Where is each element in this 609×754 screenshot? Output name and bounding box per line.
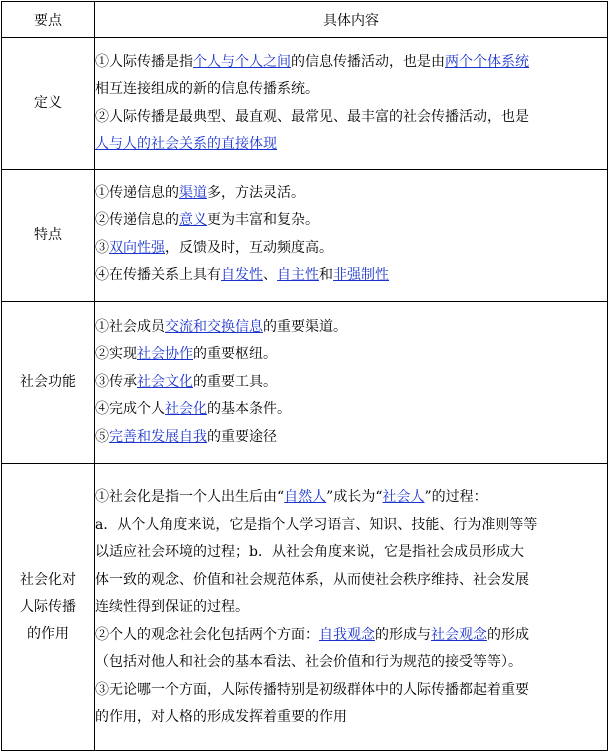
text-segment: ②人际传播是最典型、最直观、最常见、最丰富的社会传播活动，也是 — [95, 108, 529, 125]
underlined-term: 人与人的社会关系的直接体现 — [95, 136, 277, 152]
row-label — [2, 170, 95, 302]
underlined-term: 社会文化 — [137, 373, 193, 390]
content-line — [95, 49, 607, 77]
table-row — [2, 38, 608, 170]
content-line — [95, 341, 607, 369]
underlined-term: 社会协作 — [137, 346, 193, 363]
content-line — [95, 76, 607, 104]
content-line — [95, 677, 607, 705]
text-segment: a．从个人角度来说，它是指个人学习语言、知识、技能、行为准则等等 — [95, 516, 538, 533]
content-table — [1, 1, 608, 751]
content-line — [95, 369, 607, 397]
row-label-multiline — [20, 567, 76, 648]
label-line: 社会化对 — [20, 571, 76, 588]
underlined-term: 双向性强 — [109, 239, 165, 256]
text-segment: 的信息传播活动，也是由 — [291, 53, 445, 70]
text-segment: 更为丰富和复杂。 — [207, 212, 319, 228]
table-row — [2, 170, 608, 302]
text-segment: ④完成个人 — [95, 401, 165, 418]
underlined-term: 渠道 — [179, 184, 207, 201]
content-line — [95, 539, 607, 567]
text-segment: 的基本条件。 — [207, 401, 291, 418]
text-segment: ④在传播关系上具有 — [95, 267, 221, 283]
text-segment: 体一致的观念、价值和社会规范体系，从而使社会秩序维持、社会发展 — [95, 571, 529, 588]
content-line — [95, 207, 607, 235]
text-segment: ②实现 — [95, 346, 137, 363]
content-line — [95, 104, 607, 132]
text-segment: ”的过程： — [424, 489, 488, 506]
underlined-term: 交流和交换信息 — [165, 318, 263, 335]
underlined-term: 两个个体系统 — [445, 53, 529, 70]
row-label — [2, 38, 95, 170]
text-segment: ①人际传播是指 — [95, 53, 193, 70]
content-line — [95, 704, 607, 732]
content-line — [95, 567, 607, 595]
text-segment: 多，方法灵活。 — [207, 184, 305, 201]
content-line — [95, 649, 607, 677]
content-line — [95, 622, 607, 650]
label-line: 人际传播 — [20, 598, 76, 615]
underlined-term: 自发性 — [221, 267, 263, 283]
row-content — [95, 464, 608, 751]
header-row — [2, 2, 608, 38]
content-line — [95, 235, 607, 263]
text-segment: ②传递信息的 — [95, 212, 179, 228]
text-segment: 以适应社会环境的过程；b．从社会角度来说，它是指社会成员形成大 — [95, 544, 524, 561]
text-segment: ①社会成员 — [95, 318, 165, 335]
text-segment: 连续性得到保证的过程。 — [95, 599, 249, 616]
underlined-term: 自主性 — [277, 267, 319, 283]
row-label-text: 定义 — [34, 95, 62, 111]
row-label-text: 社会功能 — [20, 374, 76, 390]
row-label-text: 特点 — [34, 227, 62, 243]
content-line — [95, 512, 607, 540]
header-col-content: 具体内容 — [95, 2, 608, 38]
underlined-term: 个人与个人之间 — [193, 53, 291, 70]
text-segment: ”成长为“ — [326, 489, 383, 506]
text-segment: ②个人的观念社会化包括两个方面： — [95, 626, 319, 643]
content-line — [95, 262, 607, 290]
text-segment: 的重要渠道。 — [263, 318, 347, 335]
row-label — [2, 302, 95, 464]
underlined-term: 社会观念 — [431, 626, 487, 643]
table-row — [2, 302, 608, 464]
text-segment: 的重要途径 — [207, 428, 277, 445]
row-label — [2, 464, 95, 751]
content-line — [95, 180, 607, 208]
underlined-term: 完善和发展自我 — [109, 428, 207, 445]
text-segment: 的重要枢纽。 — [193, 346, 277, 363]
row-content — [95, 302, 608, 464]
content-line — [95, 424, 607, 452]
content-line — [95, 594, 607, 622]
content-line — [95, 314, 607, 342]
text-segment: 的作用，对人格的形成发挥着重要的作用 — [95, 709, 347, 726]
text-segment: ③ — [95, 239, 109, 256]
text-segment: 相互连接组成的新的信息传播系统。 — [95, 81, 319, 97]
text-segment: ①社会化是指一个人出生后由“ — [95, 489, 285, 506]
text-segment: 的重要工具。 — [193, 373, 277, 390]
underlined-term: 社会化 — [165, 401, 207, 418]
text-segment: 和 — [319, 267, 333, 283]
underlined-term: 自我观念 — [319, 626, 375, 643]
underlined-term: 社会人 — [382, 489, 425, 506]
content-line — [95, 396, 607, 424]
text-segment: ，反馈及时，互动频度高。 — [165, 239, 333, 256]
underlined-term: 意义 — [179, 212, 207, 228]
header-col-point: 要点 — [2, 2, 95, 38]
text-segment: 的形成 — [487, 626, 529, 643]
text-segment: 的形成与 — [375, 626, 431, 643]
content-line — [95, 131, 607, 159]
text-segment: ①传递信息的 — [95, 184, 179, 201]
text-segment: 、 — [263, 267, 277, 283]
underlined-term: 自然人 — [284, 489, 327, 506]
row-content — [95, 38, 608, 170]
text-segment: （包括对他人和社会的基本看法、社会价值和行为规范的接受等等）。 — [95, 654, 522, 671]
label-line: 的作用 — [27, 625, 69, 642]
text-segment: ③无论哪一个方面，人际传播特别是初级群体中的人际传播都起着重要 — [95, 681, 529, 698]
table-row — [2, 464, 608, 751]
row-content — [95, 170, 608, 302]
text-segment: ③传承 — [95, 373, 137, 390]
underlined-term: 非强制性 — [333, 267, 389, 283]
text-segment: ⑤ — [95, 428, 109, 445]
content-line — [95, 484, 607, 512]
